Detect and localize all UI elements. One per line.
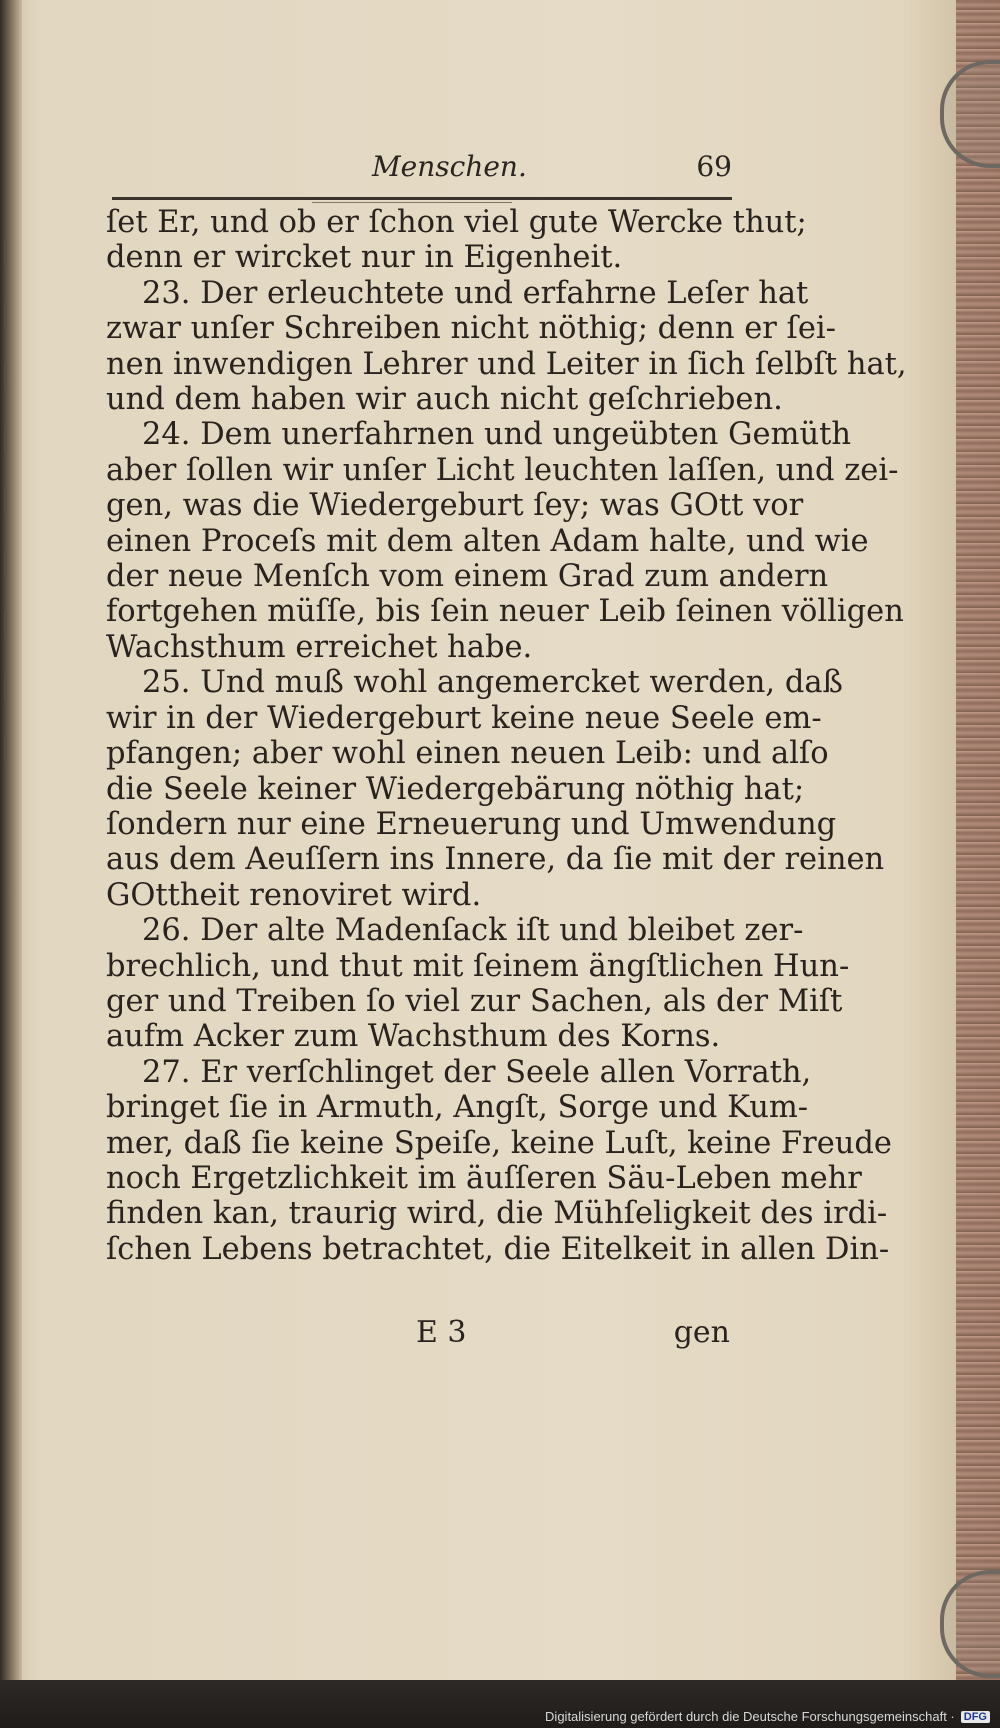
- dfg-logo-icon: DFG: [961, 1711, 990, 1723]
- text-line: Wachsthum erreichet habe.: [106, 629, 533, 665]
- page-header: [112, 150, 732, 200]
- digitization-credit: [545, 1709, 990, 1724]
- header-rule: [112, 197, 732, 200]
- facing-page-marks: [4, 240, 14, 798]
- text-line: bringet ſie in Armuth, Angſt, Sorge und Kum-: [106, 1090, 809, 1126]
- text-line: mer, daß ſie keine Speiſe, keine Luſt, keine Freude: [106, 1125, 892, 1161]
- text-line: die Seele keiner Wiedergebärung nöthig hat;: [106, 771, 805, 807]
- book-clasp-top: [940, 60, 1000, 168]
- text-line: gen, was die Wiedergeburt ſey; was GOtt vor: [106, 488, 804, 524]
- text-line: brechlich, und thut mit ſeinem ängſtlichen Hun-: [106, 948, 850, 984]
- page-footer: [106, 1315, 738, 1355]
- text-line: fortgehen müſſe, bis ſein neuer Leib ſeinen völligen: [106, 594, 904, 630]
- text-line: 26. Der alte Madenſack iſt und bleibet zer-: [142, 913, 804, 949]
- text-line: wir in der Wiedergeburt keine neue Seele em-: [106, 700, 822, 736]
- text-line: nen inwendigen Lehrer und Leiter in ſich ſelbſt hat,: [106, 346, 907, 382]
- running-head: Menschen.: [372, 150, 527, 183]
- text-line: 23. Der erleuchtete und erfahrne Leſer hat: [142, 275, 809, 311]
- viewer-bottom-bar: [0, 1680, 1000, 1728]
- text-line: aufm Acker zum Wachsthum des Korns.: [106, 1019, 721, 1055]
- text-line: pfangen; aber wohl einen neuen Leib: und alſo: [106, 736, 829, 772]
- text-line: 27. Er verſchlinget der Seele allen Vorrath,: [142, 1054, 812, 1090]
- body-text: [106, 205, 907, 1267]
- text-line: finden kan, traurig wird, die Mühſeligkeit des irdi-: [106, 1196, 888, 1232]
- text-line: ger und Treiben ſo viel zur Sachen, als der Miſt: [106, 983, 843, 1019]
- catchword: gen: [673, 1315, 730, 1350]
- text-line: ſet Er, und ob er ſchon viel gute Wercke thut;: [106, 205, 807, 240]
- text-line: aus dem Aeuſſern ins Innere, da ſie mit der reinen: [106, 842, 885, 878]
- text-line: der neue Menſch vom einem Grad zum andern: [106, 559, 829, 595]
- signature-mark: E 3: [416, 1315, 467, 1350]
- header-rule-thin: [312, 202, 512, 203]
- text-line: denn er wircket nur in Eigenheit.: [106, 240, 623, 276]
- text-line: ſondern nur eine Erneuerung und Umwendung: [106, 806, 837, 842]
- text-line: GOttheit renoviret wird.: [106, 877, 482, 913]
- text-line: 25. Und muß wohl angemercket werden, daß: [142, 665, 843, 701]
- text-line: aber ſollen wir unſer Licht leuchten laſſen, und zei-: [106, 452, 899, 488]
- text-line: zwar unſer Schreiben nicht nöthig; denn er ſei-: [106, 311, 836, 347]
- text-line: 24. Dem unerfahrnen und ungeübten Gemüth: [142, 417, 852, 453]
- text-line: und dem haben wir auch nicht geſchrieben.: [106, 382, 783, 418]
- credit-text: Digitalisierung gefördert durch die Deutsche Forschungsgemeinschaft ·: [545, 1709, 955, 1724]
- page-edges: [956, 0, 1000, 1700]
- text-line: einen Proceſs mit dem alten Adam halte, und wie: [106, 523, 869, 559]
- page-number: 69: [696, 150, 732, 183]
- text-line: ſchen Lebens betrachtet, die Eitelkeit in allen Din-: [106, 1231, 890, 1267]
- text-line: noch Ergetzlichkeit im äuſſeren Säu-Leben mehr: [106, 1160, 862, 1196]
- book-clasp-bottom: [940, 1570, 1000, 1678]
